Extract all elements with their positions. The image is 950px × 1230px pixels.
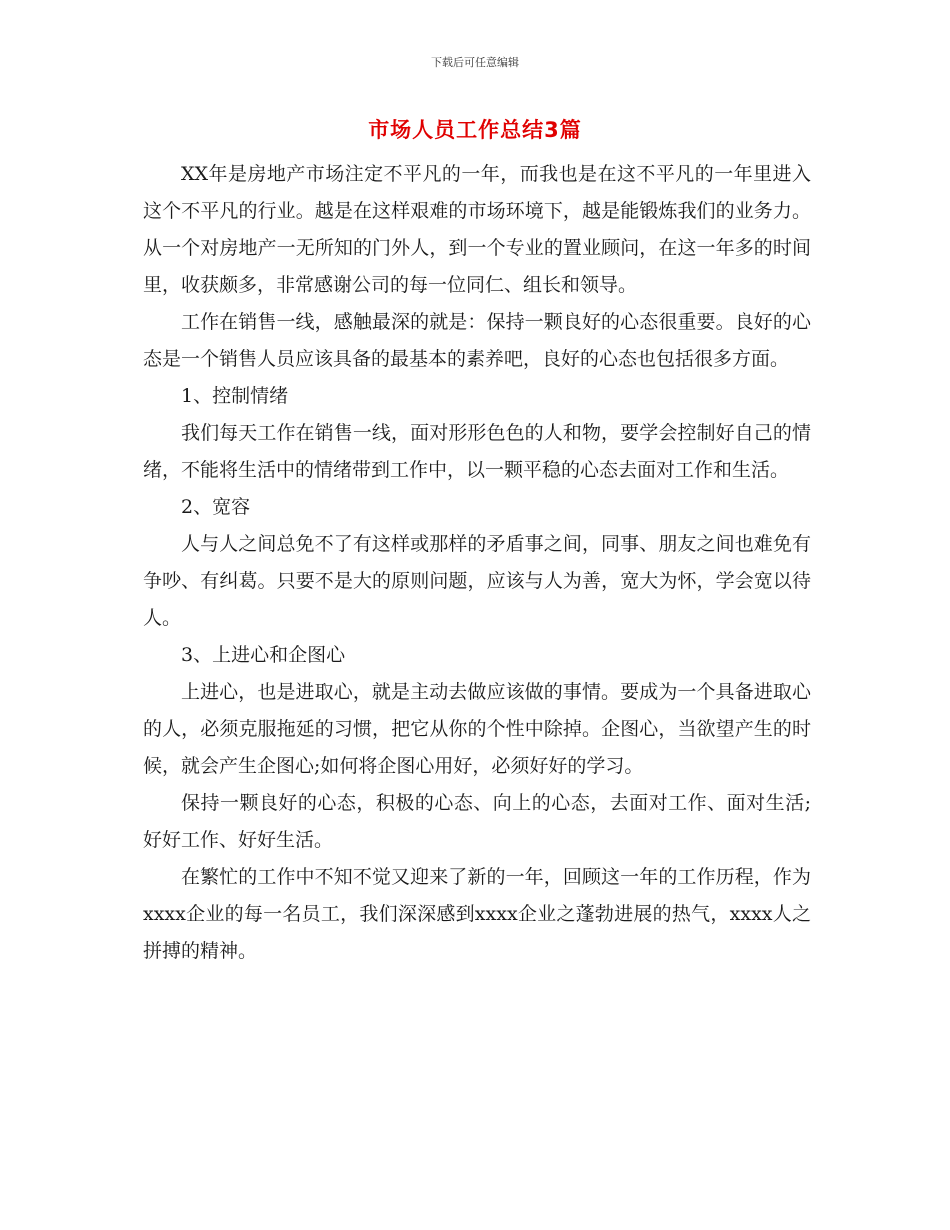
- header-note: 下载后可任意编辑: [431, 56, 519, 69]
- section-heading: 1、控制情绪: [181, 385, 289, 407]
- document-body: [143, 156, 811, 970]
- paragraph: 保持一颗良好的心态，积极的心态、向上的心态，去面对工作、面对生活;好好工作、好好生活。: [143, 792, 811, 851]
- section-heading: 2、宽容: [181, 496, 251, 518]
- section-heading: 3、上进心和企图心: [181, 644, 346, 666]
- paragraph: XX年是房地产市场注定不平凡的一年，而我也是在这不平凡的一年里进入这个不平凡的行业。越是在这样艰难的市场环境下，越是能锻炼我们的业务力。从一个对房地产一无所知的门外人，到一个专业的置业顾问，在这一年多的时间里，收获颇多，非常感谢公司的每一位同仁、组长和领导。: [143, 163, 811, 296]
- paragraph: 人与人之间总免不了有这样或那样的矛盾事之间，同事、朋友之间也难免有争吵、有纠葛。只要不是大的原则问题，应该与人为善，宽大为怀，学会宽以待人。: [143, 533, 811, 629]
- paragraph: 我们每天工作在销售一线，面对形形色色的人和物，要学会控制好自己的情绪，不能将生活中的情绪带到工作中，以一颗平稳的心态去面对工作和生活。: [143, 422, 811, 481]
- paragraph: 在繁忙的工作中不知不觉又迎来了新的一年，回顾这一年的工作历程，作为xxxx企业的每一名员工，我们深深感到xxxx企业之蓬勃进展的热气，xxxx人之拼搏的精神。: [143, 866, 811, 962]
- paragraph: 工作在销售一线，感触最深的就是：保持一颗良好的心态很重要。良好的心态是一个销售人员应该具备的最基本的素养吧，良好的心态也包括很多方面。: [143, 311, 811, 370]
- document-title: 市场人员工作总结3篇: [368, 118, 582, 142]
- paragraph: 上进心，也是进取心，就是主动去做应该做的事情。要成为一个具备进取心的人，必须克服拖延的习惯，把它从你的个性中除掉。企图心，当欲望产生的时候，就会产生企图心;如何将企图心用好，必须好好的学习。: [143, 681, 811, 777]
